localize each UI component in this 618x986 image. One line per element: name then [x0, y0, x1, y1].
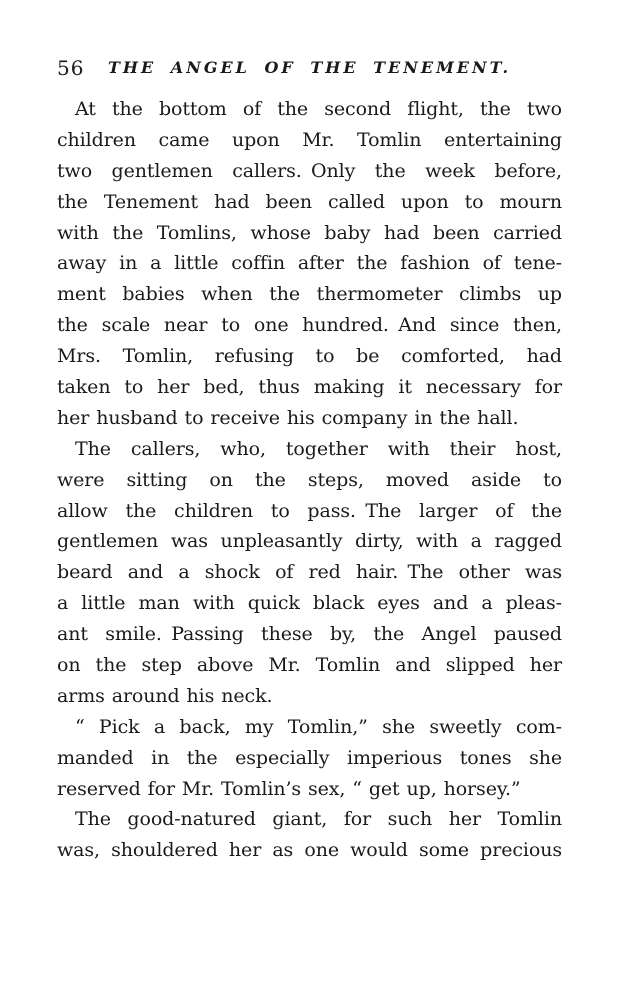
text-line: children came upon Mr. Tomlin entertaining [57, 128, 562, 151]
page-number: 56 [57, 56, 85, 80]
text-line: ant smile. Passing these by, the Angel paused [57, 623, 562, 646]
text-line: ment babies when the thermometer climbs up [57, 283, 562, 306]
text-line: taken to her bed, thus making it necessary for [57, 376, 562, 399]
text-line: The good-natured giant, for such her Tomlin [75, 808, 562, 831]
text-line: on the step above Mr. Tomlin and slipped her [57, 654, 562, 677]
text-line: was, shouldered her as one would some precious [57, 839, 562, 862]
page-header [57, 54, 562, 84]
text-line: allow the children to pass. The larger of the [57, 499, 562, 522]
body-text [57, 94, 562, 866]
text-line: away in a little coffin after the fashion of tene- [57, 252, 562, 275]
text-line: At the bottom of the second flight, the two [75, 98, 562, 120]
text-line: two gentlemen callers. Only the week before, [57, 159, 562, 182]
text-line: with the Tomlins, whose baby had been carried [57, 221, 562, 244]
text-line: Mrs. Tomlin, refusing to be comforted, had [57, 345, 562, 368]
text-line: the Tenement had been called upon to mourn [57, 190, 562, 213]
text-line: “ Pick a back, my Tomlin,” she sweetly com- [75, 715, 562, 738]
text-line: The callers, who, together with their host, [75, 437, 562, 460]
text-line: manded in the especially imperious tones she [57, 746, 562, 769]
text-line: the scale near to one hundred. And since then, [57, 314, 562, 337]
text-line: reserved for Mr. Tomlin’s sex, “ get up, horsey.” [57, 777, 521, 800]
text-line: a little man with quick black eyes and a pleas- [57, 592, 562, 615]
text-line: her husband to receive his company in the hall. [57, 406, 519, 429]
text-line: arms around his neck. [57, 684, 273, 707]
running-head: THE ANGEL OF THE TENEMENT. [107, 58, 512, 77]
text-line: were sitting on the steps, moved aside to [57, 468, 562, 491]
text-line: beard and a shock of red hair. The other was [57, 561, 562, 584]
text-line: gentlemen was unpleasantly dirty, with a ragged [57, 530, 562, 553]
